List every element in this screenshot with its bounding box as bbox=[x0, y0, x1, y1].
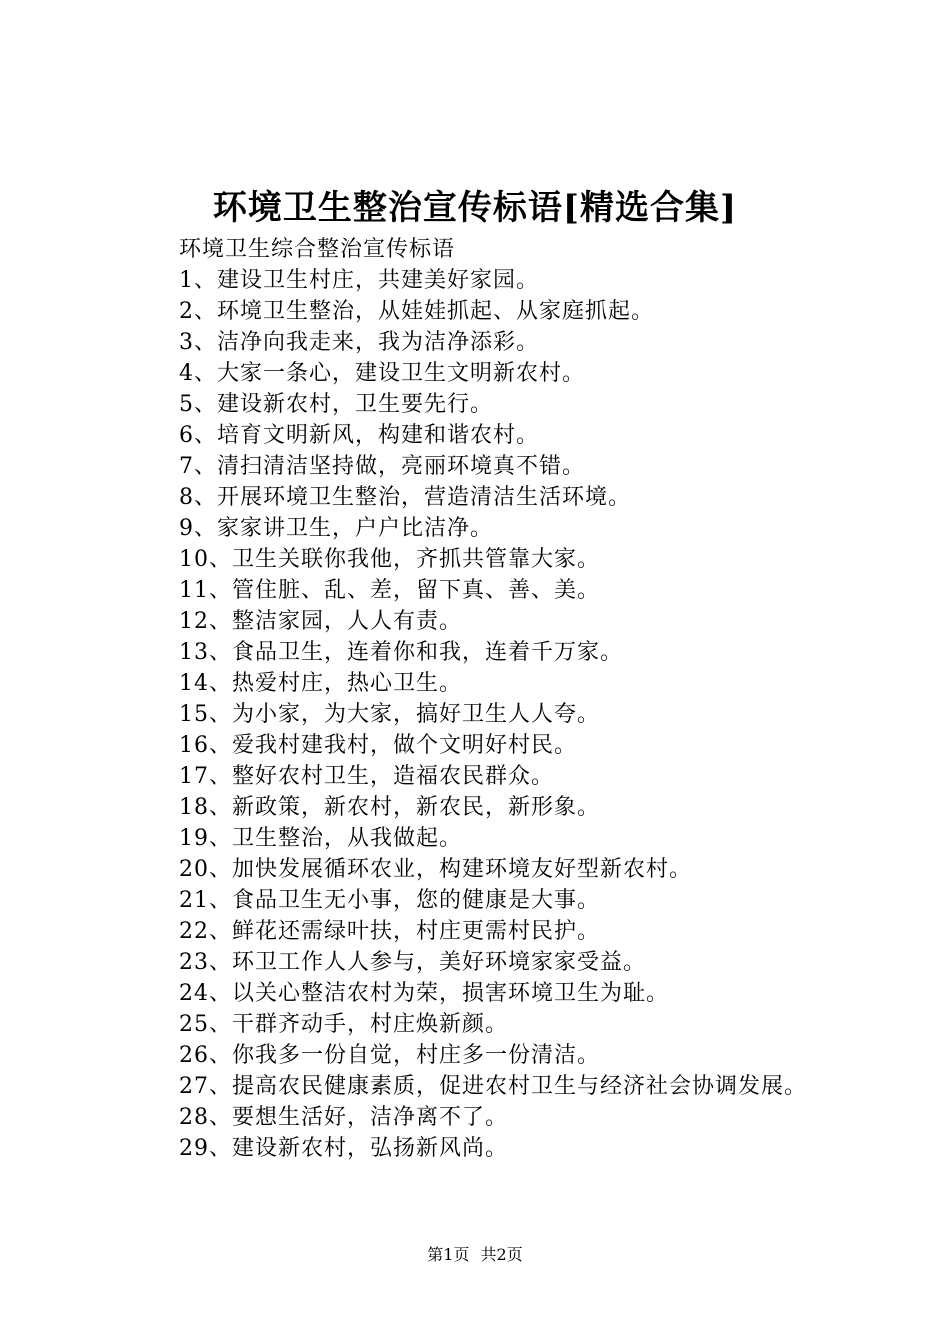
page-total: 共2页 bbox=[480, 1245, 523, 1264]
slogan-item: 14、热爱村庄，热心卫生。 bbox=[179, 671, 462, 696]
slogan-item: 1、建设卫生村庄，共建美好家园。 bbox=[179, 268, 539, 293]
slogan-item: 24、以关心整洁农村为荣，损害环境卫生为耻。 bbox=[179, 981, 669, 1006]
document-subtitle: 环境卫生综合整治宣传标语 bbox=[179, 237, 456, 262]
slogan-item: 23、环卫工作人人参与，美好环境家家受益。 bbox=[179, 950, 646, 975]
slogan-item: 7、清扫清洁坚持做，亮丽环境真不错。 bbox=[179, 454, 585, 479]
slogan-item: 12、整洁家园，人人有责。 bbox=[179, 609, 462, 634]
slogan-item: 26、你我多一份自觉，村庄多一份清洁。 bbox=[179, 1043, 600, 1068]
slogan-item: 28、要想生活好，洁净离不了。 bbox=[179, 1105, 508, 1130]
slogan-item: 17、整好农村卫生，造福农民群众。 bbox=[179, 764, 554, 789]
slogan-list bbox=[132, 265, 832, 1164]
slogan-item: 2、环境卫生整治，从娃娃抓起、从家庭抓起。 bbox=[179, 299, 654, 324]
slogan-item: 13、食品卫生，连着你和我，连着千万家。 bbox=[179, 640, 623, 665]
page-footer bbox=[0, 1244, 950, 1266]
slogan-item: 25、干群齐动手，村庄焕新颜。 bbox=[179, 1012, 508, 1037]
slogan-item: 19、卫生整治，从我做起。 bbox=[179, 826, 462, 851]
slogan-item: 11、管住脏、乱、差，留下真、善、美。 bbox=[179, 578, 600, 603]
slogan-item: 16、爱我村建我村，做个文明好村民。 bbox=[179, 733, 577, 758]
slogan-item: 10、卫生关联你我他，齐抓共管靠大家。 bbox=[179, 547, 600, 572]
slogan-item: 15、为小家，为大家，搞好卫生人人夸。 bbox=[179, 702, 600, 727]
slogan-item: 20、加快发展循环农业，构建环境友好型新农村。 bbox=[179, 857, 692, 882]
slogan-item: 8、开展环境卫生整治，营造清洁生活环境。 bbox=[179, 485, 631, 510]
document-title: 环境卫生整治宣传标语[精选合集] bbox=[212, 188, 738, 228]
slogan-item: 5、建设新农村，卫生要先行。 bbox=[179, 392, 493, 417]
document-body bbox=[132, 234, 832, 1164]
slogan-item: 21、食品卫生无小事，您的健康是大事。 bbox=[179, 888, 600, 913]
slogan-item: 22、鲜花还需绿叶扶，村庄更需村民护。 bbox=[179, 919, 600, 944]
slogan-item: 3、洁净向我走来，我为洁净添彩。 bbox=[179, 330, 539, 355]
slogan-item: 4、大家一条心，建设卫生文明新农村。 bbox=[179, 361, 585, 386]
page-number: 第1页 bbox=[427, 1245, 470, 1264]
slogan-item: 29、建设新农村，弘扬新风尚。 bbox=[179, 1136, 508, 1161]
slogan-item: 27、提高农民健康素质，促进农村卫生与经济社会协调发展。 bbox=[179, 1074, 807, 1099]
slogan-item: 18、新政策，新农村，新农民，新形象。 bbox=[179, 795, 600, 820]
slogan-item: 6、培育文明新风，构建和谐农村。 bbox=[179, 423, 539, 448]
slogan-item: 9、家家讲卫生，户户比洁净。 bbox=[179, 516, 493, 541]
